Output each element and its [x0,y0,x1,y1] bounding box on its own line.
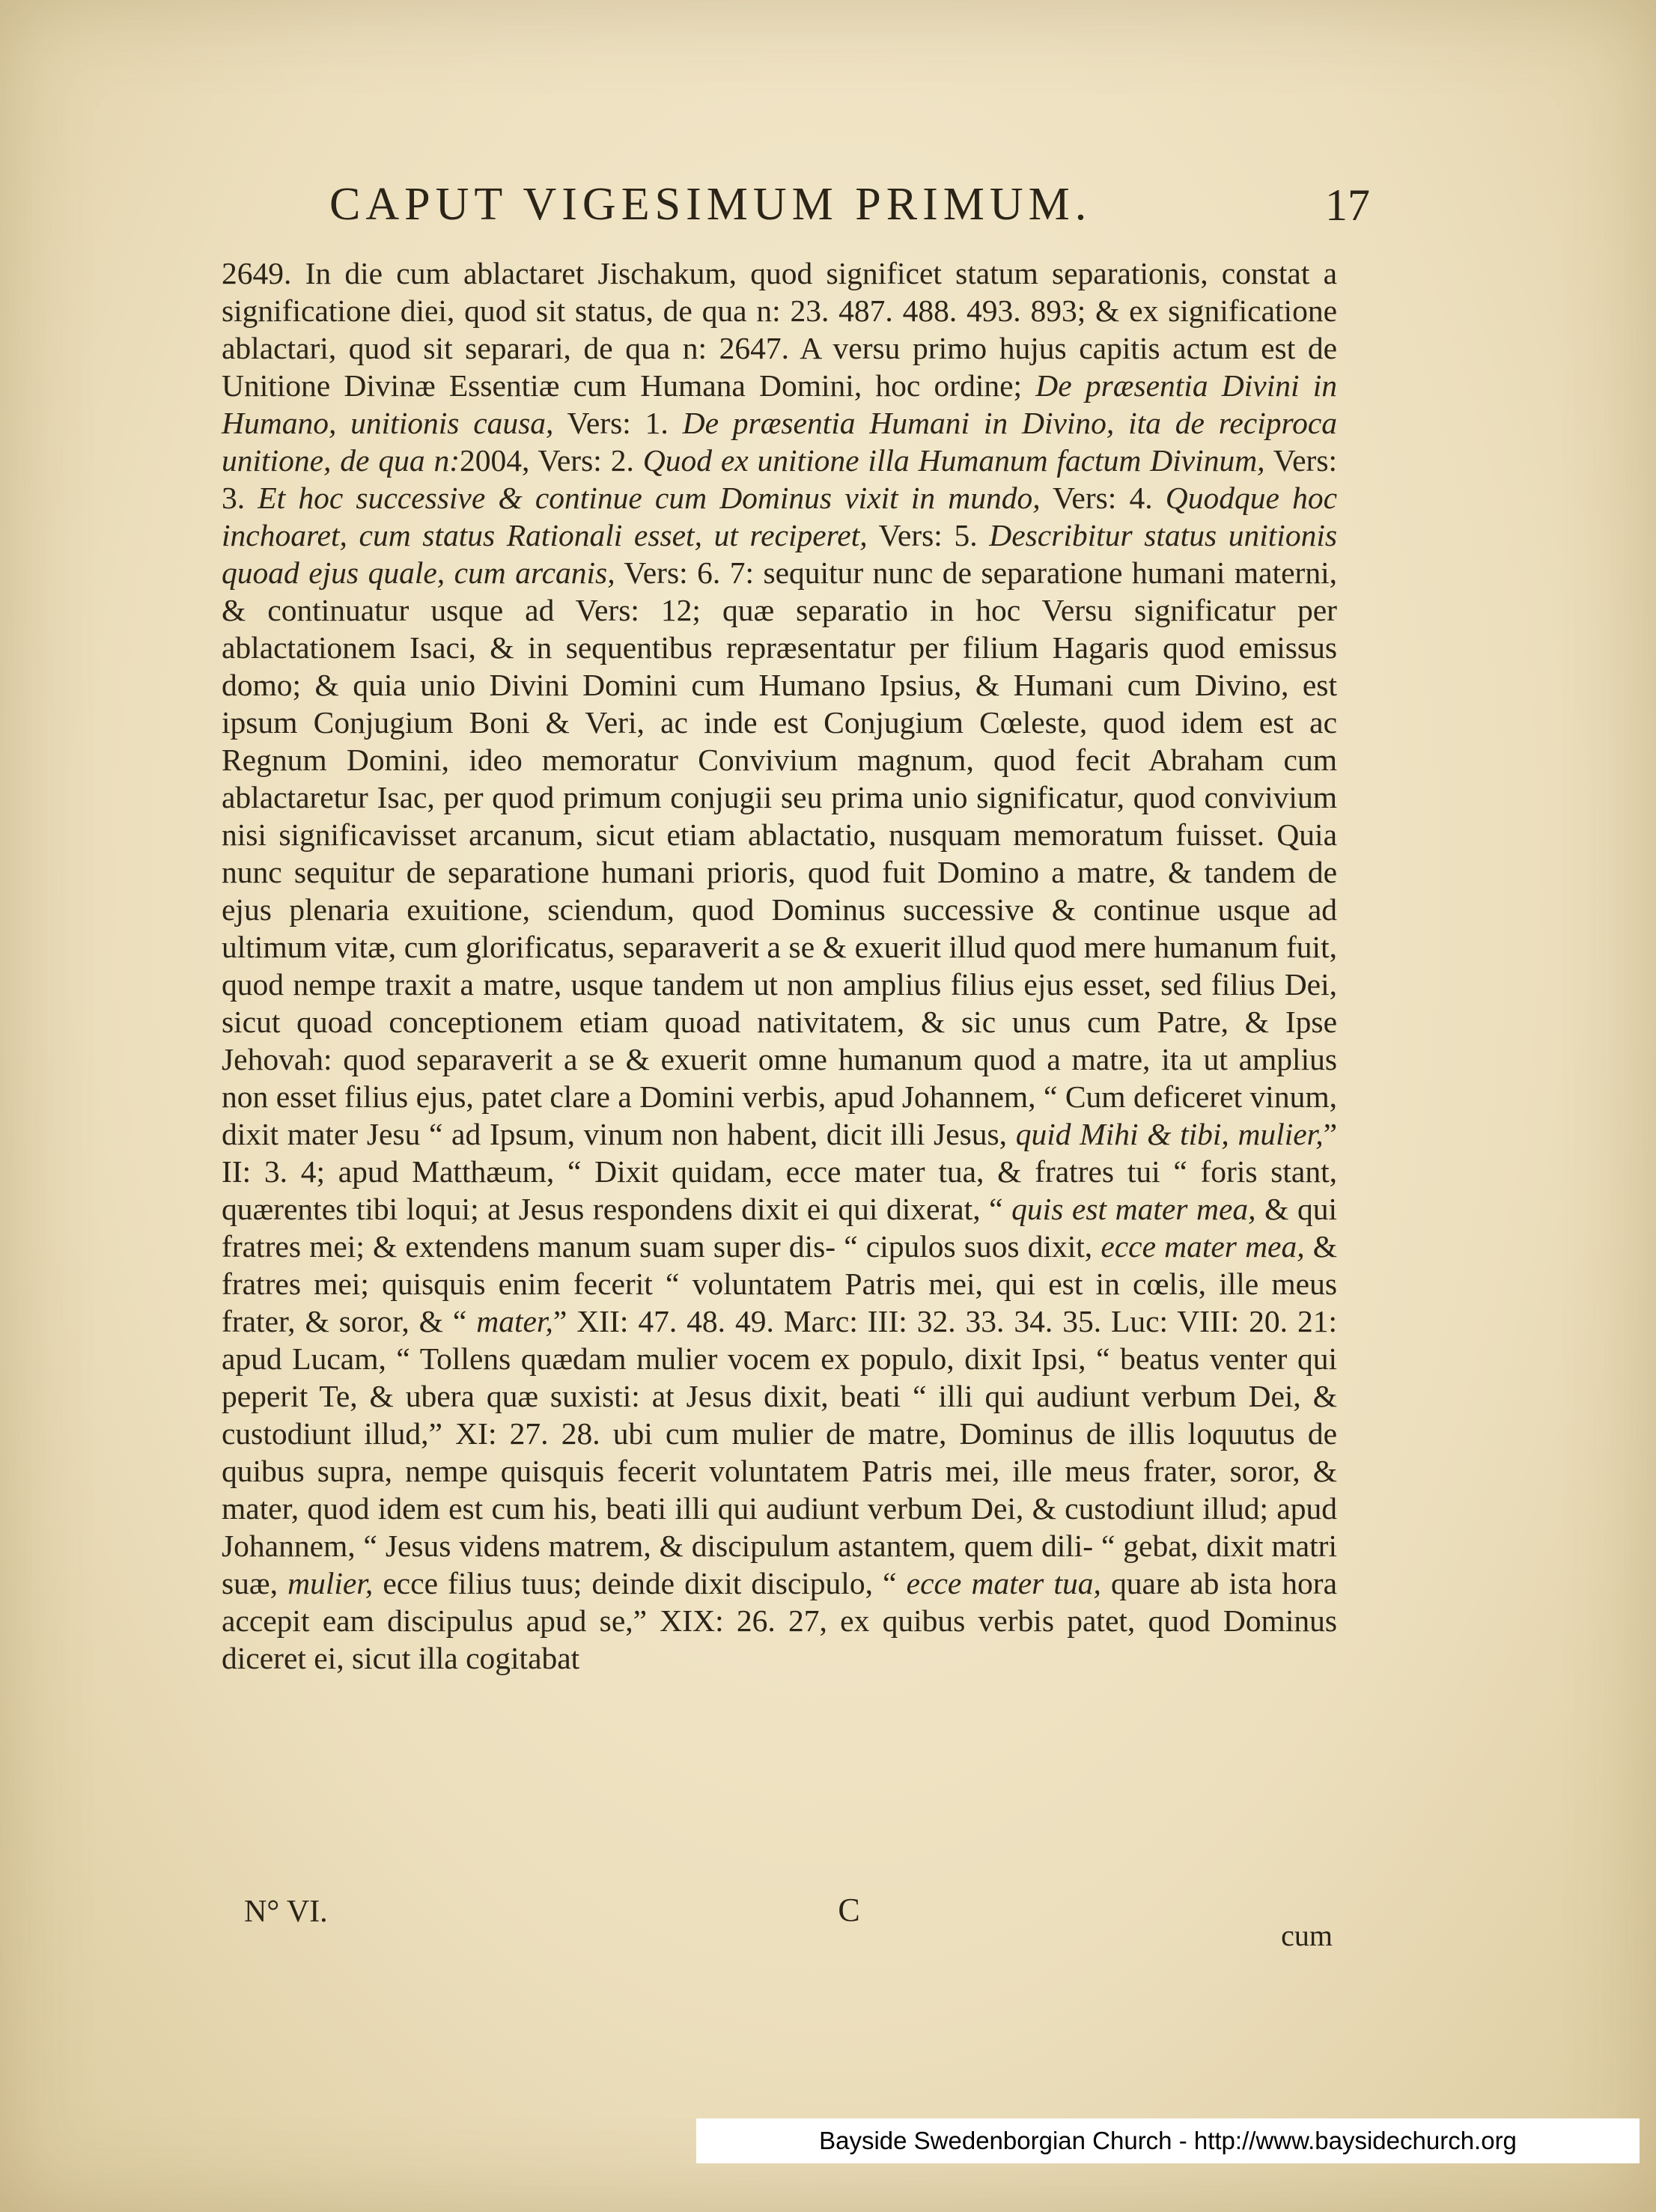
signature-mark: N° VI. [244,1895,328,1929]
italic-run: quid Mihi & tibi, mulier, [1015,1117,1324,1151]
source-watermark: Bayside Swedenborgian Church - http://www.baysidechurch.org [696,2118,1640,2163]
text-run: 2649. In die cum ablactaret Jischakum, quod significet statum separationis, constat a significatione diei, quod sit status, de qua n: 23. 487. 488. 493. 893; & ex significatione ablactari, quod sit separari, de qua n: 2647. A versu primo hujus capitis actum est de Unitione Divinæ Essentiæ cum Humana Domini, hoc ordine; [222,256,1337,403]
text-run: ecce filius tuus; deinde dixit discipulo, “ [383,1566,897,1600]
text-run: & fratres mei; quisquis enim fecerit “ voluntatem Patris mei, qui est in cœlis, ille meus frater, & soror, & “ [222,1229,1338,1338]
text-run: ” XII: 47. 48. 49. Marc: III: 32. 33. 34. 35. Luc: VIII: 20. 21: apud Lucam, “ Tollens quædam mulier vocem ex populo, dixit Ipsi, “ beatus venter qui peperit Te, & ubera quæ suxisti: at Jesus dixit, beati “ illi qui audiunt verbum Dei, & custodiunt illud,” XI: 27. 28. ubi cum mulier de matre, Dominus de illis loquutus de quibus supra, nempe quisquis fecerit voluntatem Patris mei, ille meus frater, soror, & mater, quod idem est cum his, beati illi qui audiunt verbum Dei, & custodiunt illud; apud Johannem, “ Jesus videns matrem, & discipulum astantem, quem dili- “ gebat, dixit matri suæ, [222,1304,1338,1600]
italic-run: mulier, [287,1566,374,1600]
italic-run: Et hoc successive & continue cum Dominus vixit in mundo, [258,481,1041,515]
text-run: Vers: 5. [878,518,978,552]
text-run: & qui fratres mei; & extendens manum suam super dis- “ cipulos suos dixit, [222,1192,1337,1264]
italic-run: Quod ex unitione illa Humanum factum Divinum, [642,443,1265,478]
text-run: 2004, Vers: 2. [460,443,634,478]
text-run: Vers: 6. 7: sequitur nunc de separatione humani materni, & continuatur usque ad Vers: 12; quæ separatio in hoc Versu significatur per ablactationem Isaci, & in sequentibus repræsentatur per filium Hagaris quod emissus domo; & quia unio Divini Domini cum Humano Ipsius, & Humani cum Divino, est ipsum Conjugium Boni & Veri, ac inde est Conjugium Cœleste, quod idem est ac Regnum Domini, ideo memoratur Convivium magnum, quod fecit Abraham cum ablactaretur Isac, per quod primum conjugii seu prima unio significatur, quod convivium nisi significavisset arcanum, sicut etiam ablactatio, nusquam memoratum fuisset. Quia nunc sequitur de separatione humani prioris, quod fuit Domino a matre, & tandem de ejus plenaria exuitione, sciendum, quod Dominus successive & continue usque ad ultimum vitæ, cum glorificatus, separaverit a se & exuerit illud quod mere humanum fuit, quod nempe traxit a matre, usque tandem ut non amplius filius ejus esset, sed filius Dei, sicut quoad conceptionem etiam quoad nativitatem, & sic unus cum Patre, & Ipse Jehovah: quod separaverit a se & exuerit omne humanum quod a matre, ita ut amplius non esset filius ejus, patet clare a Domini verbis, apud Johannem, “ Cum deficeret vinum, dixit mater Jesu “ ad Ipsum, vinum non habent, dicit illi Jesus, [222,555,1337,1151]
italic-run: mater, [476,1304,553,1338]
italic-run: Describitur status unitionis quoad ejus quale, cum arcanis, [222,518,1338,590]
italic-run: ecce mater tua, [906,1566,1101,1600]
catchword: cum [1281,1919,1333,1952]
italic-run: Quodque hoc inchoaret, cum status Rationali esset, ut reciperet, [222,481,1338,552]
italic-run: quis est mater mea, [1011,1192,1256,1226]
body-text [222,255,1337,1677]
italic-run: ecce mater mea, [1101,1229,1305,1264]
italic-run: De præsentia Humani in Divino, ita de reciproca unitione, de qua n: [222,406,1338,478]
text-run: Vers: 3. [222,443,1337,515]
sheet-letter: C [838,1892,860,1928]
text-run: Vers: 1. [567,406,669,440]
page-number: 17 [1325,180,1370,230]
text-run: quare ab ista hora accepit eam discipulus apud se,” XIX: 26. 27, ex quibus verbis patet, quod Dominus diceret ei, sicut illa cogitabat [222,1566,1338,1675]
italic-run: De præsentia Divini in Humano, unitionis causa, [222,368,1337,440]
running-head: CAPUT VIGESIMUM PRIMUM. [329,179,1092,230]
text-run: Vers: 4. [1053,481,1153,515]
text-run: ” II: 3. 4; apud Matthæum, “ Dixit quidam, ecce mater tua, & fratres tui “ foris stant, quærentes tibi loqui; at Jesus respondens dixit ei qui dixerat, “ [222,1117,1337,1226]
